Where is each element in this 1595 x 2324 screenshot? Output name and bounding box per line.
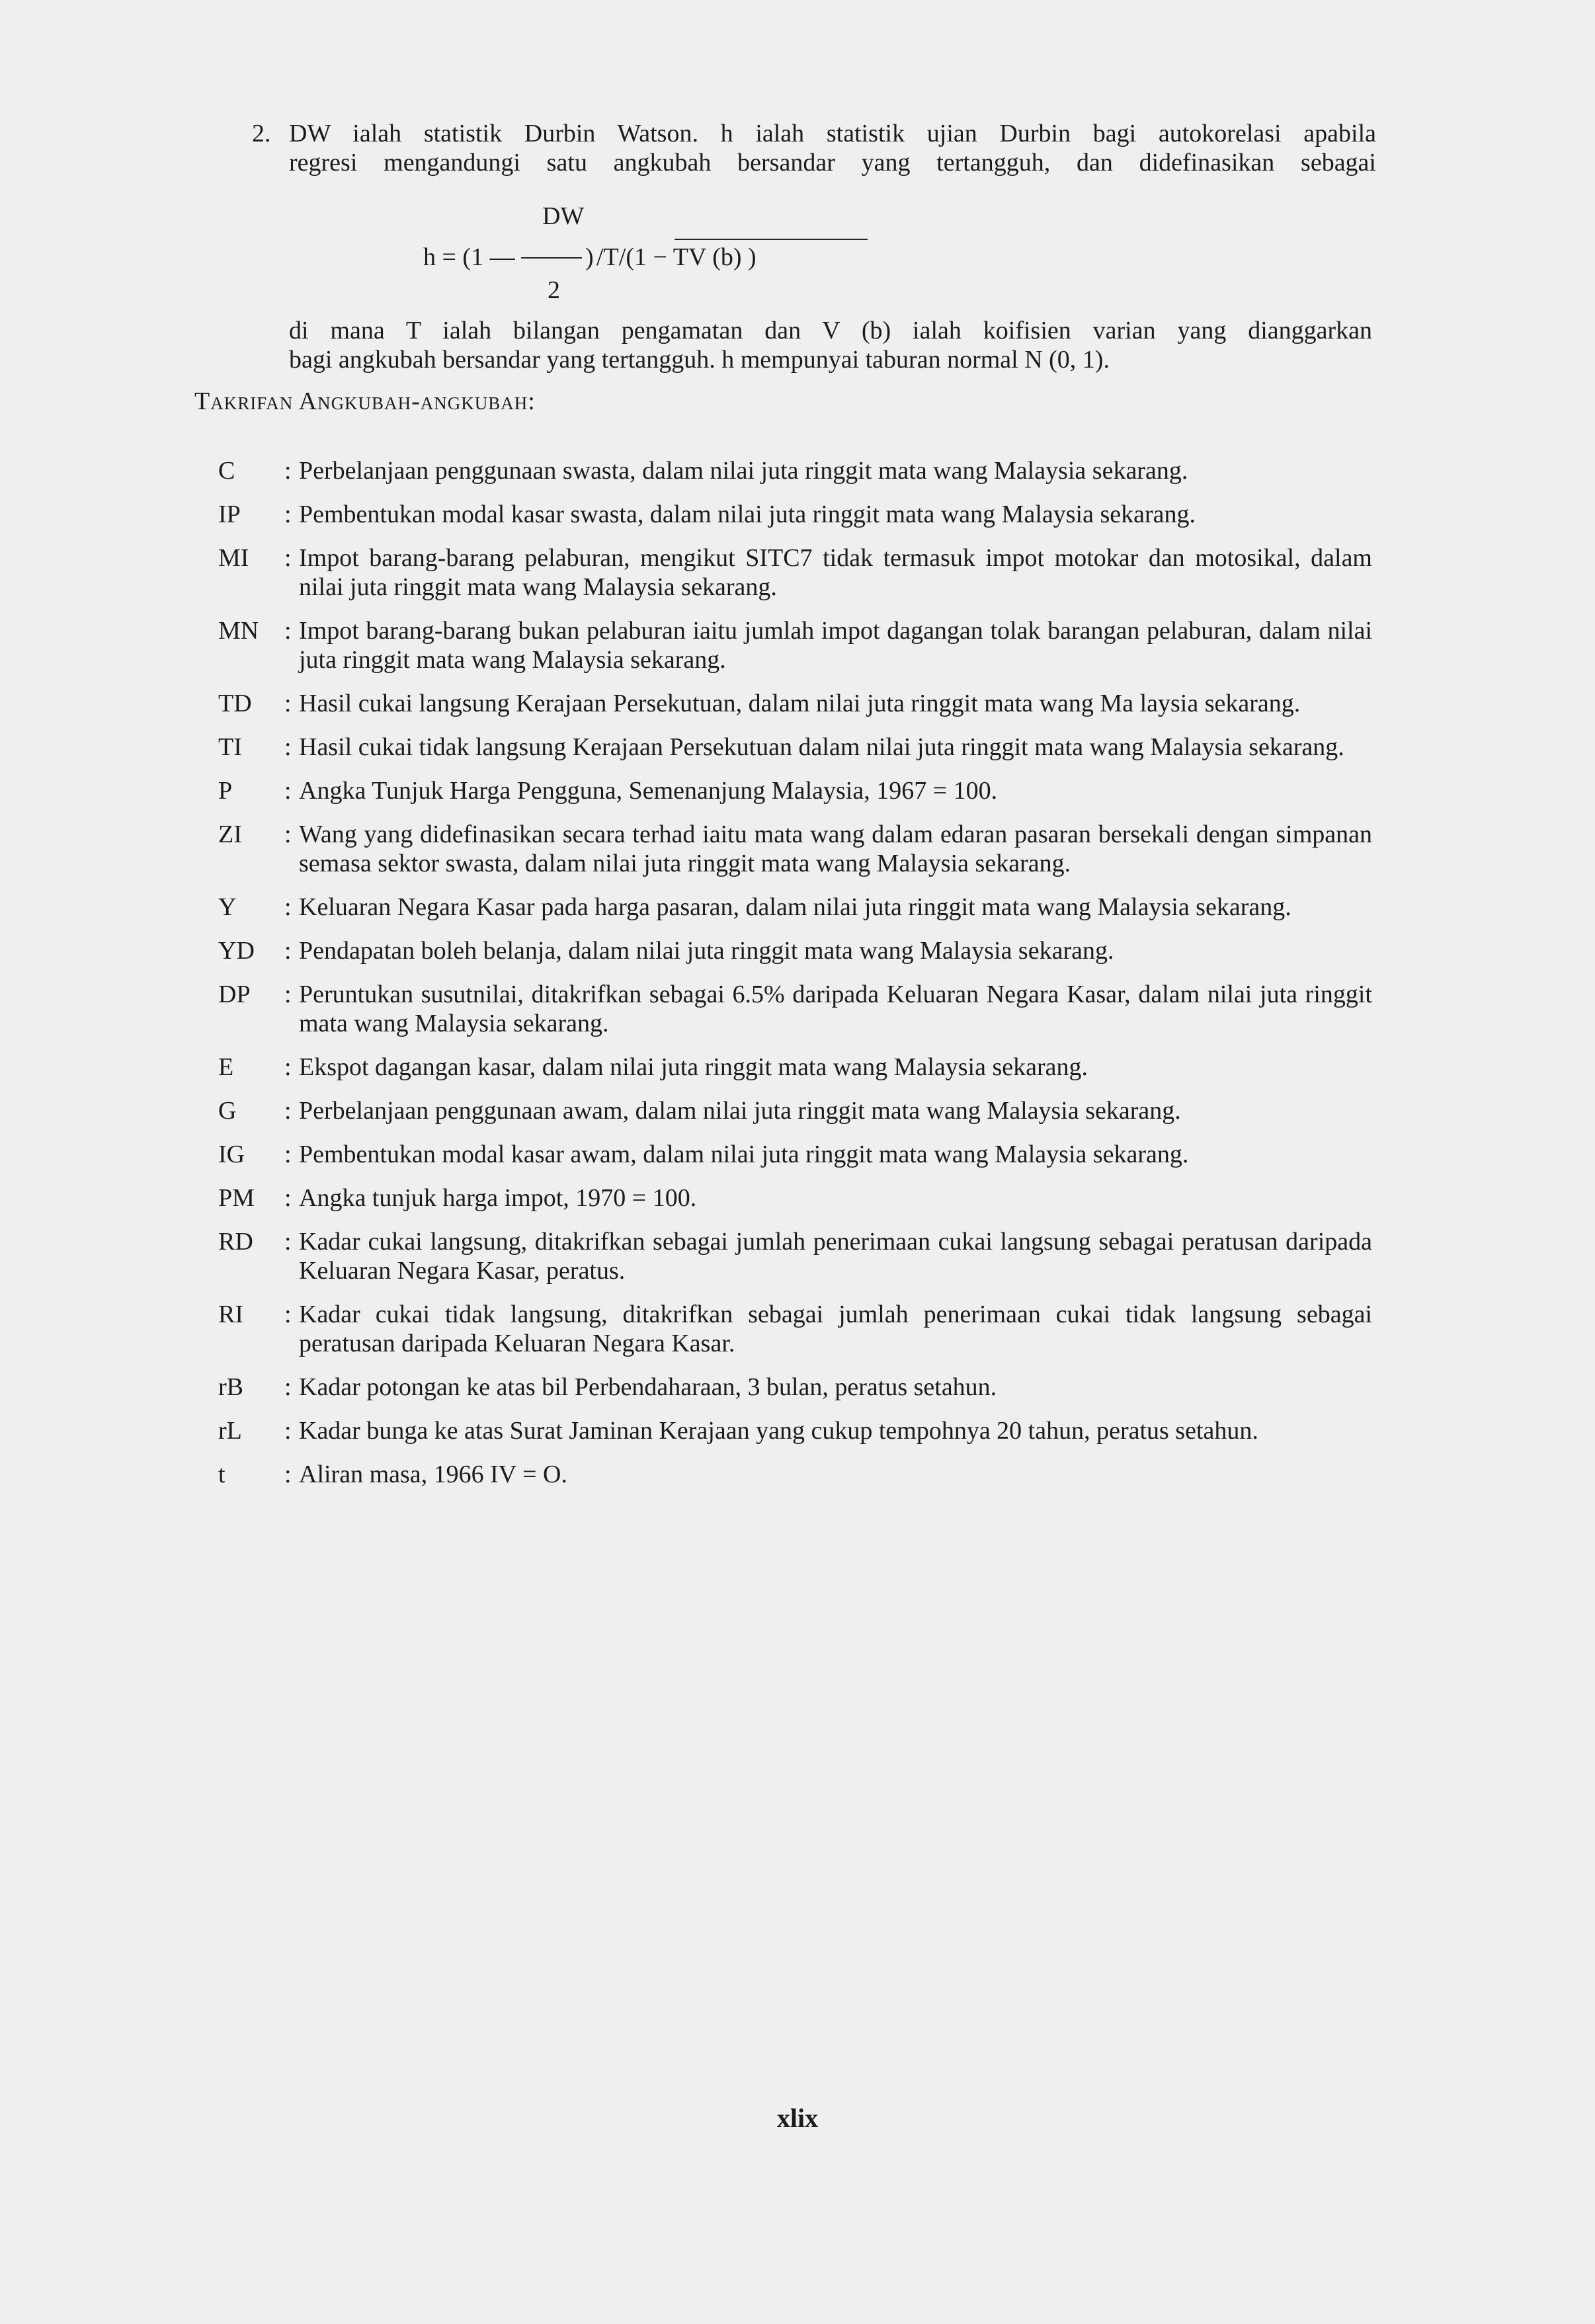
- definition-item: [218, 1140, 1372, 1169]
- definition-symbol: DP: [218, 981, 251, 1008]
- definition-item: [218, 776, 1372, 805]
- definition-symbol: rB: [218, 1373, 243, 1401]
- definition-item: [218, 1300, 1372, 1358]
- definition-symbol: E: [218, 1053, 234, 1081]
- definition-text: Pembentukan modal kasar swasta, dalam nilai juta ringgit mata wang Malaysia sekarang.: [299, 501, 1196, 528]
- definition-text: Kadar cukai tidak langsung, ditakrifkan sebagai jumlah penerimaan cukai tidak langsung sebagai peratusan daripada Keluaran Negara Kasar.: [299, 1301, 1372, 1357]
- definition-item: [218, 1053, 1372, 1082]
- definition-symbol: IG: [218, 1141, 245, 1168]
- definition-separator: :: [284, 544, 292, 572]
- radical-bar: [675, 239, 868, 240]
- definition-text: Perbelanjaan penggunaan swasta, dalam nilai juta ringgit mata wang Malaysia sekarang.: [299, 457, 1188, 485]
- definition-item: [218, 1373, 1372, 1402]
- explanation-line-1: di mana T ialah bilangan pengamatan dan V (b) ialah koifisien varian yang dianggarkan: [289, 317, 1372, 344]
- definition-symbol: ZI: [218, 821, 242, 848]
- definition-item: [218, 1227, 1372, 1285]
- definition-separator: :: [284, 1141, 292, 1168]
- definition-symbol: RD: [218, 1228, 253, 1256]
- definition-item: [218, 820, 1372, 878]
- definition-text: Hasil cukai langsung Kerajaan Persekutuan, dalam nilai juta ringgit mata wang Ma laysia sekarang.: [299, 690, 1301, 717]
- formula-rparen: ): [585, 243, 594, 271]
- definition-text: Angka Tunjuk Harga Pengguna, Semenanjung Malaysia, 1967 = 100.: [299, 777, 998, 805]
- definition-separator: :: [284, 1461, 292, 1488]
- definition-item: [218, 1183, 1372, 1213]
- definition-text: Perbelanjaan penggunaan awam, dalam nilai juta ringgit mata wang Malaysia sekarang.: [299, 1097, 1181, 1125]
- formula-radical: /T/(1 − TV (b) ): [596, 243, 757, 271]
- definition-symbol: IP: [218, 501, 241, 528]
- definition-item: [218, 689, 1372, 718]
- definition-text: Peruntukan susutnilai, ditakrifkan sebagai 6.5% daripada Keluaran Negara Kasar, dalam nilai juta ringgit mata wang Malaysia sekarang.: [299, 981, 1372, 1037]
- definition-symbol: YD: [218, 937, 255, 965]
- definition-separator: :: [284, 1053, 292, 1081]
- definition-item: [218, 1460, 1372, 1489]
- footnote-line-2: regresi mengandungi satu angkubah bersandar yang tertangguh, dan didefinasikan sebagai: [289, 149, 1376, 177]
- definition-symbol: C: [218, 457, 235, 485]
- definition-separator: :: [284, 1097, 292, 1125]
- definition-item: [218, 980, 1372, 1038]
- definition-text: Impot barang-barang pelaburan, mengikut SITC7 tidak termasuk impot motokar dan motosikal, dalam nilai juta ringgit mata wang Malaysia sekarang.: [299, 544, 1372, 601]
- section-heading: Takrifan Angkubah-angkubah:: [194, 387, 536, 415]
- footnote-number: 2.: [252, 120, 271, 147]
- definition-text: Aliran masa, 1966 IV = O.: [299, 1461, 567, 1488]
- definition-item: [218, 1096, 1372, 1125]
- explanation-line-2: bagi angkubah bersandar yang tertangguh. h mempunyai taburan normal N (0, 1).: [289, 346, 1110, 374]
- definition-text: Kadar potongan ke atas bil Perbendaharaan, 3 bulan, peratus setahun.: [299, 1373, 997, 1401]
- definition-symbol: TD: [218, 690, 252, 717]
- definition-text: Impot barang-barang bukan pelaburan iaitu jumlah impot dagangan tolak barangan pelaburan, dalam nilai juta ringgit mata wang Malaysia sekarang.: [299, 617, 1372, 674]
- definition-symbol: Y: [218, 893, 237, 921]
- definition-text: Pembentukan modal kasar awam, dalam nilai juta ringgit mata wang Malaysia sekarang.: [299, 1141, 1189, 1168]
- definition-text: Pendapatan boleh belanja, dalam nilai juta ringgit mata wang Malaysia sekarang.: [299, 937, 1114, 965]
- definition-symbol: TI: [218, 733, 242, 761]
- definition-item: [218, 936, 1372, 965]
- definition-separator: :: [284, 821, 292, 848]
- definition-separator: :: [284, 1228, 292, 1256]
- definition-item: [218, 733, 1372, 762]
- definition-separator: :: [284, 690, 292, 717]
- formula-denominator: 2: [548, 276, 560, 304]
- definition-symbol: t: [218, 1461, 225, 1488]
- definition-separator: :: [284, 777, 292, 805]
- definition-separator: :: [284, 937, 292, 965]
- definition-symbol: PM: [218, 1184, 255, 1212]
- definition-symbol: rL: [218, 1417, 242, 1445]
- durbin-h-formula: [423, 202, 886, 304]
- page-number: xlix: [776, 2103, 819, 2133]
- definition-symbol: MI: [218, 544, 249, 572]
- formula-lhs: h = (1 —: [423, 243, 515, 271]
- definition-separator: :: [284, 457, 292, 485]
- definition-item: [218, 893, 1372, 922]
- definition-symbol: P: [218, 777, 233, 805]
- definition-text: Hasil cukai tidak langsung Kerajaan Persekutuan dalam nilai juta ringgit mata wang Malaysia sekarang.: [299, 733, 1344, 761]
- definition-text: Ekspot dagangan kasar, dalam nilai juta ringgit mata wang Malaysia sekarang.: [299, 1053, 1088, 1081]
- definition-separator: :: [284, 501, 292, 528]
- definition-separator: :: [284, 1301, 292, 1328]
- definition-separator: :: [284, 1417, 292, 1445]
- definition-item: [218, 456, 1372, 485]
- formula-numerator: DW: [542, 202, 585, 230]
- definition-text: Kadar bunga ke atas Surat Jaminan Kerajaan yang cukup tempohnya 20 tahun, peratus setahun.: [299, 1417, 1258, 1445]
- formula-explanation: [289, 316, 1372, 374]
- definition-text: Wang yang didefinasikan secara terhad iaitu mata wang dalam edaran pasaran bersekali dengan simpanan semasa sektor swasta, dalam nilai juta ringgit mata wang Malaysia sekarang.: [299, 821, 1372, 877]
- definition-text: Kadar cukai langsung, ditakrifkan sebagai jumlah penerimaan cukai langsung sebagai peratusan daripada Keluaran Negara Kasar, peratus.: [299, 1228, 1372, 1285]
- definition-symbol: G: [218, 1097, 237, 1125]
- fraction-bar: [521, 257, 582, 259]
- footnote-2: [252, 119, 1376, 177]
- definition-item: [218, 1416, 1372, 1445]
- definition-separator: :: [284, 893, 292, 921]
- definition-separator: :: [284, 1184, 292, 1212]
- definition-separator: :: [284, 981, 292, 1008]
- definition-separator: :: [284, 617, 292, 645]
- definition-text: Keluaran Negara Kasar pada harga pasaran, dalam nilai juta ringgit mata wang Malaysia sekarang.: [299, 893, 1291, 921]
- definition-symbol: MN: [218, 617, 259, 645]
- definition-item: [218, 543, 1372, 602]
- definition-separator: :: [284, 1373, 292, 1401]
- footnote-line-1: DW ialah statistik Durbin Watson. h ialah statistik ujian Durbin bagi autokorelasi apabila: [289, 120, 1376, 147]
- definition-item: [218, 616, 1372, 674]
- definition-symbol: RI: [218, 1301, 243, 1328]
- definition-text: Angka tunjuk harga impot, 1970 = 100.: [299, 1184, 697, 1212]
- definition-item: [218, 500, 1372, 529]
- definition-separator: :: [284, 733, 292, 761]
- definitions-list: [218, 456, 1372, 1503]
